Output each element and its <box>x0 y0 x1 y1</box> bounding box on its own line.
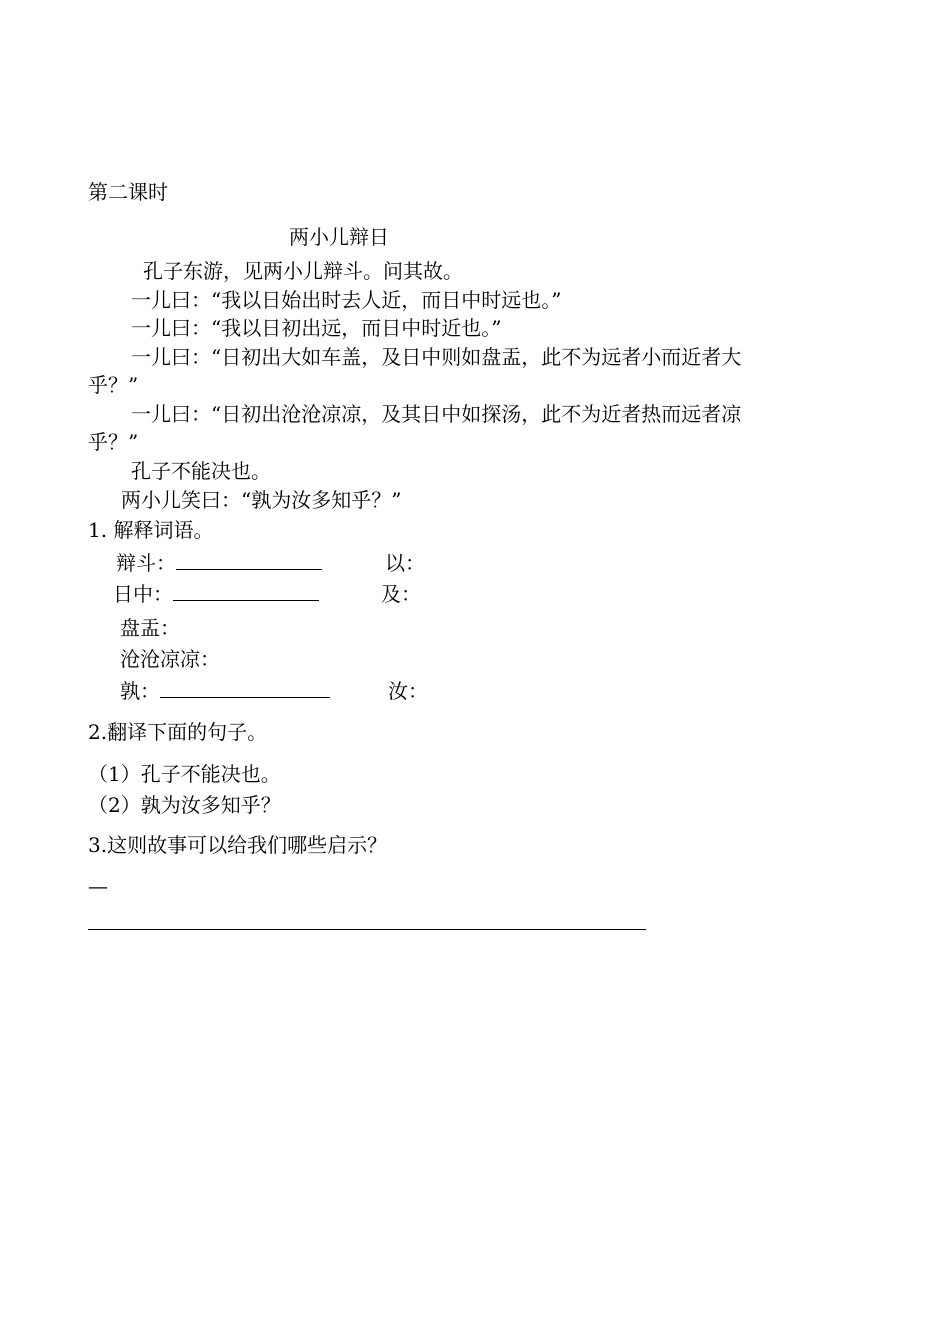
passage-line: 一儿曰：“日初出大如车盖，及日中则如盘盂，此不为远者小而近者大 <box>131 345 742 369</box>
vocab-label: 盘盂： <box>120 616 180 640</box>
passage-line: 两小儿笑曰：“孰为汝多知乎？” <box>121 488 402 512</box>
passage-line: 孔子不能决也。 <box>131 459 271 483</box>
answer-dash: — <box>88 874 108 898</box>
vocab-label: 辩斗： <box>116 551 176 575</box>
answer-blank[interactable] <box>173 582 319 601</box>
vocab-label: 孰： <box>120 679 160 703</box>
passage-line: 乎？” <box>88 430 139 454</box>
passage-title: 两小儿辩日 <box>289 225 389 249</box>
passage-line: 孔子东游，见两小儿辩斗。问其故。 <box>143 259 463 283</box>
vocab-label: 日中： <box>113 582 173 606</box>
vocab-item <box>116 550 322 576</box>
question-2-title: 2.翻译下面的句子。 <box>88 720 268 744</box>
vocab-label: 及： <box>381 582 421 606</box>
question-1-title: 1. 解释词语。 <box>88 518 214 542</box>
translate-sentence: （1）孔子不能决也。 <box>88 762 281 786</box>
vocab-label: 汝： <box>388 679 428 703</box>
vocab-item <box>120 678 330 704</box>
answer-blank[interactable] <box>160 679 330 698</box>
passage-line: 乎？” <box>88 373 139 397</box>
answer-line[interactable] <box>88 929 646 930</box>
vocab-label: 沧沧凉凉： <box>120 647 220 671</box>
translate-sentence: （2）孰为汝多知乎？ <box>88 793 281 817</box>
vocab-label: 以： <box>385 551 425 575</box>
passage-line: 一儿曰：“我以日初出远，而日中时近也。” <box>131 316 502 340</box>
vocab-item <box>113 581 319 607</box>
question-3-title: 3.这则故事可以给我们哪些启示？ <box>88 833 388 857</box>
section-title: 第二课时 <box>88 180 168 204</box>
passage-line: 一儿曰：“我以日始出时去人近，而日中时远也。” <box>131 288 562 312</box>
passage-line: 一儿曰：“日初出沧沧凉凉，及其日中如探汤，此不为近者热而远者凉 <box>131 402 742 426</box>
answer-blank[interactable] <box>176 551 322 570</box>
